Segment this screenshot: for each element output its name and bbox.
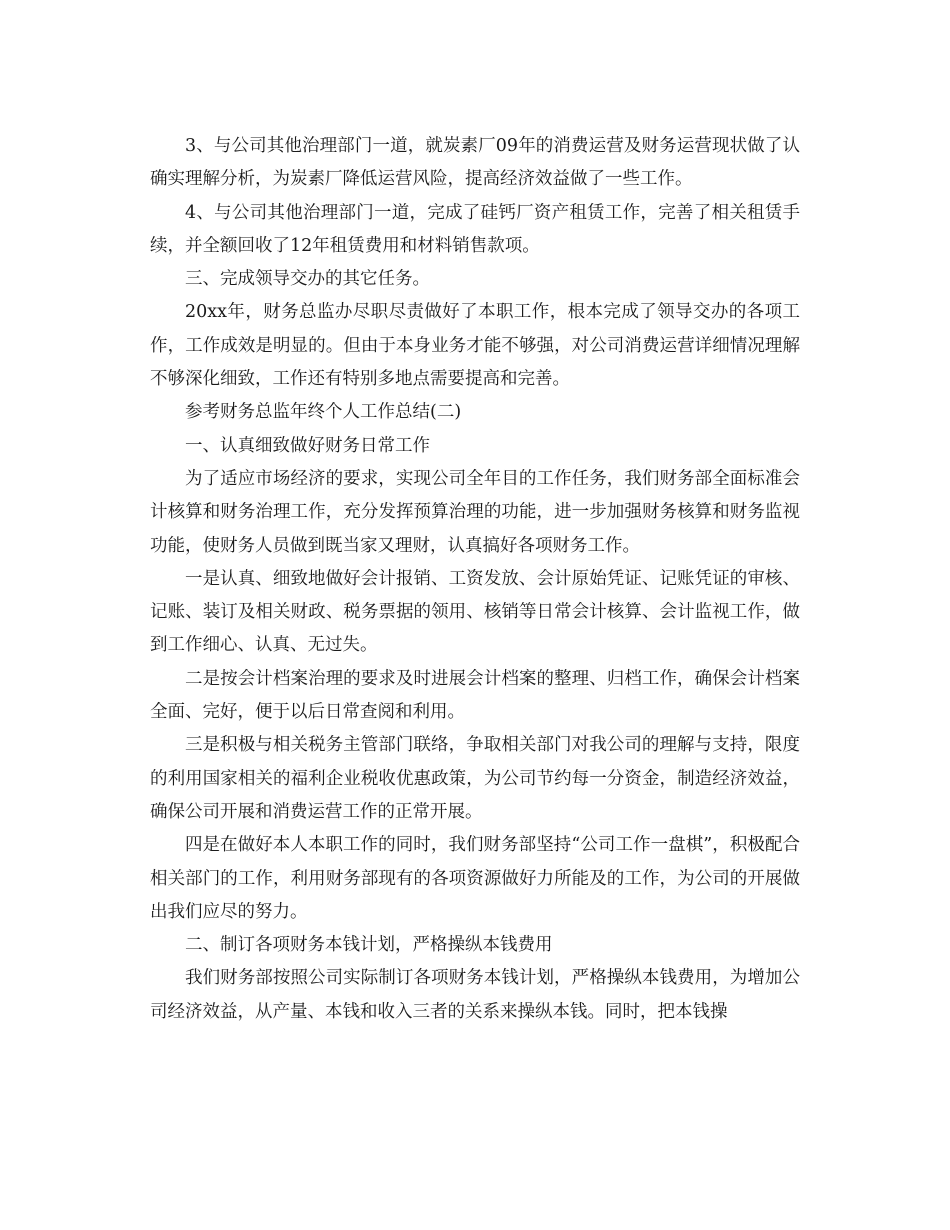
section-heading-1: 一、认真细致做好财务日常工作 <box>185 435 430 456</box>
body-paragraph: 二是按会计档案治理的要求及时进展会计档案的整理、归档工作，确保会计档案全面、完好，便于以后日常查阅和利用。 <box>150 668 800 723</box>
paragraph-item-3: 3、与公司其他治理部门一道，就炭素厂09年的消费运营及财务运营现状做了认确实理解分析，为炭素厂降低运营风险，提高经济效益做了一些工作。 <box>150 136 800 190</box>
body-paragraph: 一是认真、细致地做好会计报销、工资发放、会计原始凭证、记账凭证的审核、记账、装订及相关财政、税务票据的领用、核销等日常会计核算、会计监视工作，做到工作细心、认真、无过失。 <box>150 568 800 656</box>
body-paragraph: 四是在做好本人本职工作的同时，我们财务部坚持“公司工作一盘棋”，积极配合相关部门的工作，利用财务部现有的各项资源做好力所能及的工作，为公司的开展做出我们应尽的努力。 <box>150 835 800 922</box>
body-paragraph: 三是积极与相关税务主管部门联络，争取相关部门对我公司的理解与支持，限度的利用国家相关的福利企业税收优惠政策，为公司节约每一分资金，制造经济效益，确保公司开展和消费运营工作的正常开展。 <box>150 735 800 822</box>
section-heading-3: 三、完成领导交办的其它任务。 <box>185 269 430 290</box>
section-heading-2: 二、制订各项财务本钱计划，严格操纵本钱费用 <box>185 935 553 956</box>
body-paragraph: 我们财务部按照公司实际制订各项财务本钱计划，严格操纵本钱费用，为增加公司经济效益，从产量、本钱和收入三者的关系来操纵本钱。同时，把本钱操 <box>150 968 800 1022</box>
summary-paragraph: 20xx年，财务总监办尽职尽责做好了本职工作，根本完成了领导交办的各项工作，工作成效是明显的。但由于本身业务才能不够强，对公司消费运营详细情况理解不够深化细致，工作还有特别多地点需要提高和完善。 <box>150 302 800 390</box>
document-title-part-2: 参考财务总监年终个人工作总结(二) <box>185 402 462 423</box>
document-body <box>150 130 800 1029</box>
paragraph-item-4: 4、与公司其他治理部门一道，完成了硅钙厂资产租赁工作，完善了相关租赁手续，并全额回收了12年租赁费用和材料销售款项。 <box>150 202 800 256</box>
body-paragraph: 为了适应市场经济的要求，实现公司全年目的工作任务，我们财务部全面标准会计核算和财务治理工作，充分发挥预算治理的功能，进一步加强财务核算和财务监视功能，使财务人员做到既当家又理财，认真搞好各项财务工作。 <box>150 468 800 556</box>
